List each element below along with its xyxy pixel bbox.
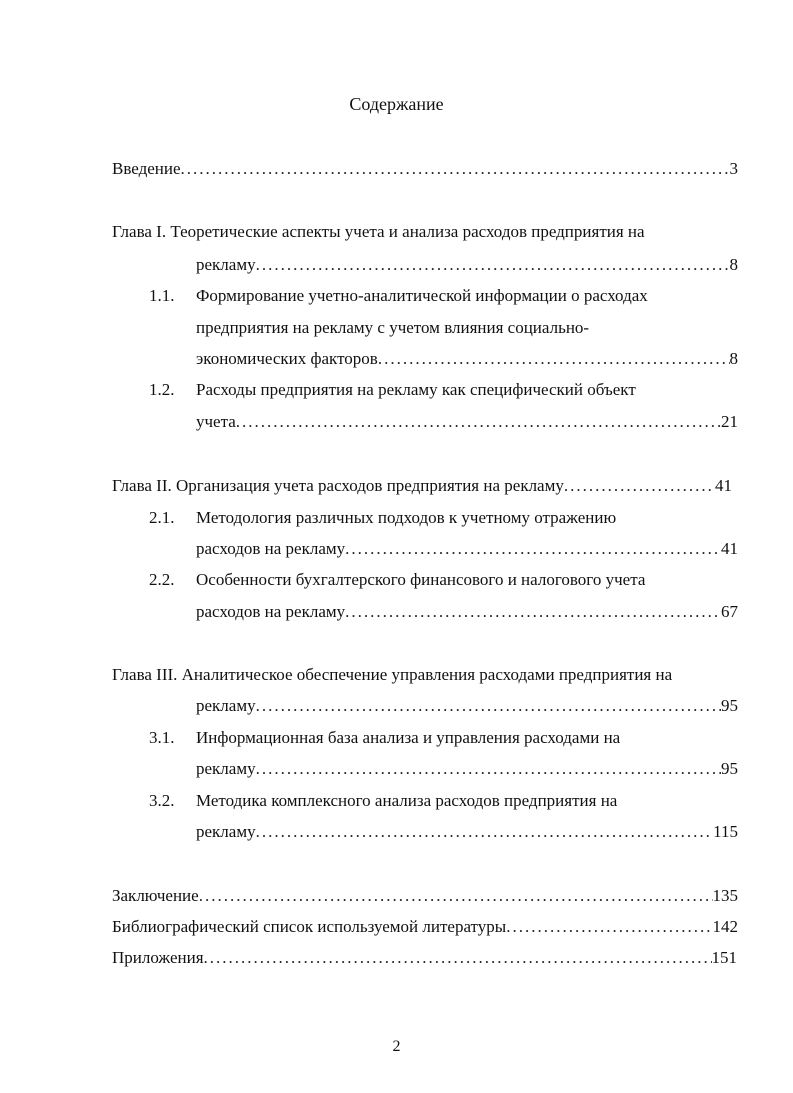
dot-leader [506, 915, 712, 939]
toc-page-number: 8 [729, 349, 738, 368]
toc-entry-title-cont: рекламу [196, 822, 256, 841]
toc-entry-section-2-2 [0, 568, 793, 592]
section-number: 2.1. [149, 508, 175, 527]
toc-entry-chapter-3 [0, 663, 793, 687]
page-title: Содержание [349, 94, 444, 114]
toc-entry-title-cont: рекламу [196, 759, 256, 778]
dot-leader [204, 946, 712, 970]
section-number: 3.2. [149, 791, 175, 810]
dot-leader [345, 600, 721, 624]
toc-entry-title-cont: учета [196, 412, 236, 431]
toc-page-number: 95 [721, 759, 738, 778]
toc-entry-title: Формирование учетно-аналитической информации о расходах [196, 286, 648, 305]
toc-entry-section-3-1 [0, 726, 793, 750]
toc-entry-title: Заключение [112, 886, 199, 905]
toc-page-number: 135 [712, 886, 738, 905]
toc-page-number: 151 [711, 948, 737, 967]
toc-entry-title-cont: расходов на рекламу [196, 602, 346, 621]
toc-page-number: 8 [729, 255, 738, 274]
toc-entry-section-1-1-line2 [0, 316, 793, 340]
toc-entry-title: Методология различных подходов к учетному отражению [196, 508, 617, 527]
toc-page-number: 3 [729, 159, 738, 178]
toc-entry-section-3-2-line2 [0, 820, 793, 844]
dot-leader [236, 410, 721, 434]
toc-entry-title: Библиографический список используемой литературы [112, 917, 507, 936]
toc-entry-title: Введение [112, 159, 181, 178]
dot-leader [256, 694, 721, 718]
dot-leader [378, 347, 730, 371]
toc-entry-section-1-1 [0, 284, 793, 308]
toc-entry-bibliography [0, 915, 793, 939]
toc-entry-section-1-2 [0, 378, 793, 402]
toc-entry-title: Глава II. Организация учета расходов предприятия на рекламу [112, 476, 564, 495]
toc-entry-intro [0, 157, 793, 181]
toc-entry-title: Глава III. Аналитическое обеспечение управления расходами предприятия на [112, 665, 673, 684]
toc-page-number: 67 [721, 602, 738, 621]
toc-entry-chapter-1-cont [0, 253, 793, 277]
toc-entry-title: Методика комплексного анализа расходов предприятия на [196, 791, 618, 810]
toc-page-number: 95 [721, 696, 738, 715]
toc-entry-title: Приложения [112, 948, 204, 967]
toc-entry-title-cont: рекламу [196, 255, 256, 274]
toc-entry-title-cont: рекламу [196, 696, 256, 715]
toc-entry-section-2-1-line2 [0, 537, 793, 561]
toc-entry-title-cont: экономических факторов [196, 349, 378, 368]
toc-entry-title-cont: расходов на рекламу [196, 539, 346, 558]
section-number: 2.2. [149, 570, 175, 589]
dot-leader [256, 253, 730, 277]
toc-page-number: 142 [712, 917, 738, 936]
toc-entry-title: Информационная база анализа и управления расходами на [196, 728, 621, 747]
toc-entry-section-1-2-line2 [0, 410, 793, 434]
dot-leader [256, 820, 714, 844]
toc-entry-section-2-1 [0, 506, 793, 530]
toc-entry-conclusion [0, 884, 793, 908]
toc-page-number: 115 [713, 822, 738, 841]
toc-entry-appendices [0, 946, 793, 970]
section-number: 1.2. [149, 380, 175, 399]
toc-entry-chapter-1 [0, 220, 793, 244]
toc-entry-chapter-2 [0, 474, 793, 498]
dot-leader [564, 474, 715, 498]
toc-entry-title: Особенности бухгалтерского финансового и налогового учета [196, 570, 646, 589]
toc-entry-chapter-3-cont [0, 694, 793, 718]
dot-leader [181, 157, 730, 181]
dot-leader [199, 884, 713, 908]
toc-page-number: 41 [721, 539, 738, 558]
toc-entry-section-3-1-line2 [0, 757, 793, 781]
toc-entry-title-cont: предприятия на рекламу с учетом влияния социально- [196, 318, 590, 337]
toc-entry-title: Глава I. Теоретические аспекты учета и анализа расходов предприятия на [112, 222, 645, 241]
section-number: 3.1. [149, 728, 175, 747]
toc-entry-section-1-1-line3 [0, 347, 793, 371]
dot-leader [256, 757, 721, 781]
toc-entry-section-2-2-line2 [0, 600, 793, 624]
toc-entry-title: Расходы предприятия на рекламу как специфический объект [196, 380, 636, 399]
page-number: 2 [392, 1038, 401, 1055]
dot-leader [345, 537, 721, 561]
toc-entry-section-3-2 [0, 789, 793, 813]
section-number: 1.1. [149, 286, 175, 305]
toc-page-number: 41 [715, 476, 732, 495]
toc-page-number: 21 [721, 412, 738, 431]
